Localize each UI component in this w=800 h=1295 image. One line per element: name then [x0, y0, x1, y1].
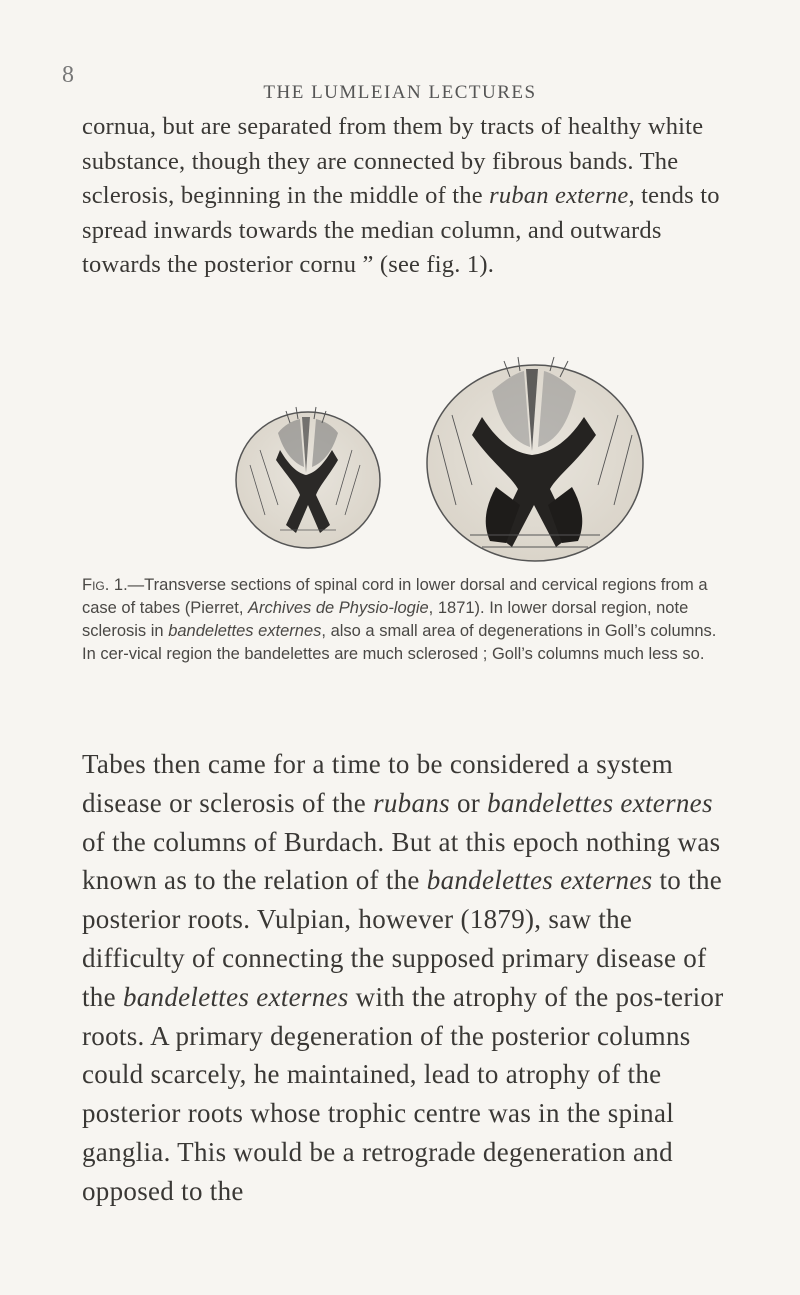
spinal-cord-sections-figure — [220, 355, 660, 565]
cervical-section — [427, 357, 643, 561]
page-number: 8 — [62, 62, 74, 88]
lower-dorsal-section — [236, 407, 380, 548]
paragraph-2: Tabes then came for a time to be considered a system disease or sclerosis of the rubans or bandelettes externes of the columns of Burdach. But at this epoch nothing was known as to the relation of the bandelettes externes to the posterior roots. Vulpian, however (1879), saw the difficulty of connecting the supposed primary disease of the bandelettes externes with the atrophy of the pos-terior roots. A primary degeneration of the posterior columns could scarcely, he maintained, lead to atrophy of the posterior roots whose trophic centre was in the spinal ganglia. This would be a retrograde degeneration and opposed to the — [82, 749, 724, 1206]
figure-caption: Fig. 1.—Transverse sections of spinal cord in lower dorsal and cervical regions from a case of tabes (Pierret, Archives de Physio-logie, 1871). In lower dorsal region, note sclerosis in bandelettes externes, also a small area of degenerations in Goll’s columns. In cer-vical region the bandelettes are much sclerosed ; Goll’s columns much less so. — [82, 576, 717, 663]
paragraph-1: cornua, but are separated from them by tracts of healthy white substance, though they are connected by fibrous bands. The sclerosis, beginning in the middle of the ruban externe, tends to spread inwards towards the median column, and outwards towards the posterior cornu ” (see fig. 1). — [82, 113, 720, 278]
running-title: THE LUMLEIAN LECTURES — [263, 82, 537, 103]
